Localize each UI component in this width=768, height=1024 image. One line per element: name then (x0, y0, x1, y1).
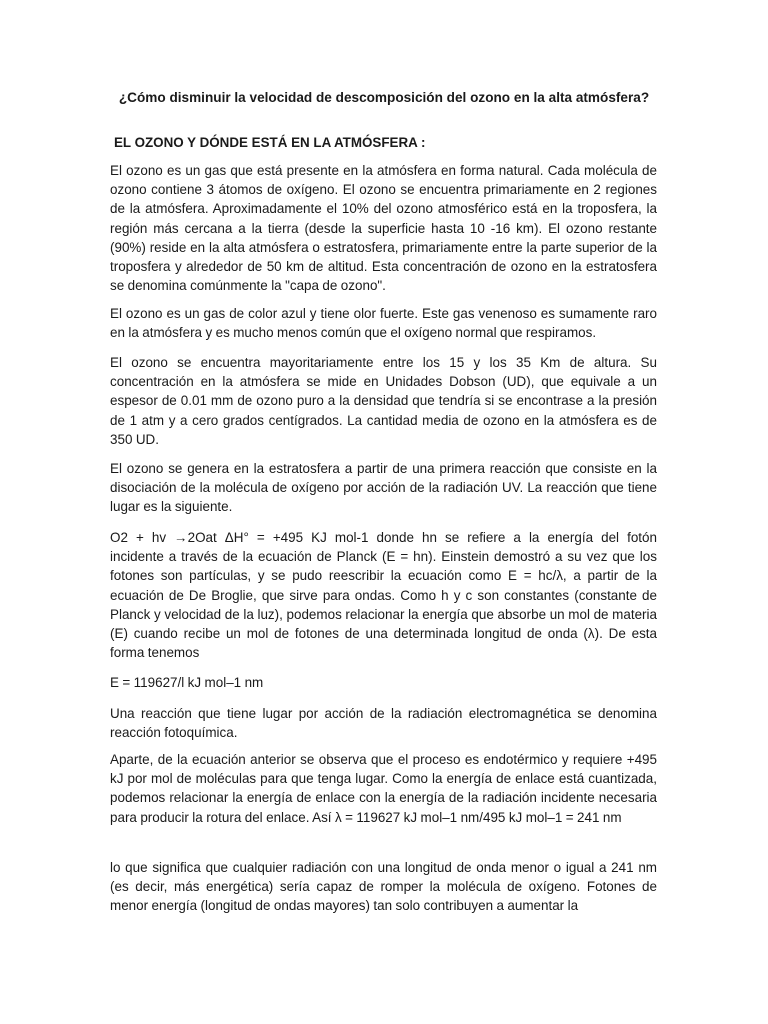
document-title: ¿Cómo disminuir la velocidad de descomposición del ozono en la alta atmósfera? (118, 90, 650, 105)
section-heading: EL OZONO Y DÓNDE ESTÁ EN LA ATMÓSFERA : (114, 135, 426, 150)
paragraph-ozone-generation: El ozono se genera en la estratosfera a partir de una primera reacción que consiste en la disociación de la molécula de oxígeno por acción de la radiación UV. La reacción que tiene lugar es la siguiente. (110, 461, 657, 515)
paragraph-photochemical: Una reacción que tiene lugar por acción de la radiación electromagnética se denomina reacción fotoquímica. (110, 706, 657, 741)
paragraph-ozone-concentration: El ozono se encuentra mayoritariamente entre los 15 y los 35 Km de altura. Su concentración en la atmósfera se mide en Unidades Dobson (UD), que equivale a un espesor de 0.01 mm de ozono puro a la densidad que tendría si se encontrase a la presión de 1 atm y a cero grados centígrados. La cantidad media de ozono en la atmósfera es de 350 UD. (110, 355, 657, 447)
paragraph-wavelength: lo que significa que cualquier radiación con una longitud de onda menor o igual a 241 nm (es decir, más energética) sería capaz de romper la molécula de oxígeno. Fotones de menor energía (longitud de ondas mayores) tan solo contribuyen a aumentar la (110, 860, 657, 914)
paragraph-ozone-presence: El ozono es un gas que está presente en la atmósfera en forma natural. Cada molécula de ozono contiene 3 átomos de oxígeno. El ozono se encuentra primariamente en 2 regiones de la atmósfera. Aproximadamente el 10% del ozono atmosférico está en la troposfera, la región más cercana a la tierra (desde la superficie hasta 10 -16 km). El ozono restante (90%) reside en la alta atmósfera o estratosfera, primariamente entre la parte superior de la troposfera y alrededor de 50 km de altitud. Esta concentración de ozono en la estratosfera se denomina comúnmente la "capa de ozono". (110, 163, 657, 294)
paragraph-photon-energy-text: incidente a través de la ecuación de Planck (E = hn). Einstein demostró a su vez que los fotones son partículas, y se pudo reescribir la ecuación como E = hc/λ, a partir de la ecuación de De Broglie, que sirve para ondas. Como h y c son constantes (constante de Planck y velocidad de la luz), podemos relacionar la energía que absorbe un mol de materia (E) cuando recibe un mol de fotones de una determinada longitud de onda (λ). De esta forma tenemos (110, 549, 657, 661)
paragraph-photon-energy (110, 528, 657, 662)
paragraph-endothermic: Aparte, de la ecuación anterior se observa que el proceso es endotérmico y requiere +495 kJ por mol de moléculas para que tenga lugar. Como la energía de enlace está cuantizada, podemos relacionar la energía de enlace con la energía de la radiación incidente necesaria para producir la rotura del enlace. Así λ = 119627 kJ mol–1 nm/495 kJ mol–1 = 241 nm (110, 752, 657, 825)
paragraph-ozone-properties: El ozono es un gas de color azul y tiene olor fuerte. Este gas venenoso es sumamente raro en la atmósfera y es mucho menos común que el oxígeno normal que respiramos. (110, 306, 657, 341)
energy-equation: E = 119627/l kJ mol–1 nm (110, 675, 264, 690)
reaction-equation: O2 + hv →2Oat ΔH° = +495 KJ mol-1 donde hn se refiere a la energía del fotón (110, 530, 657, 545)
